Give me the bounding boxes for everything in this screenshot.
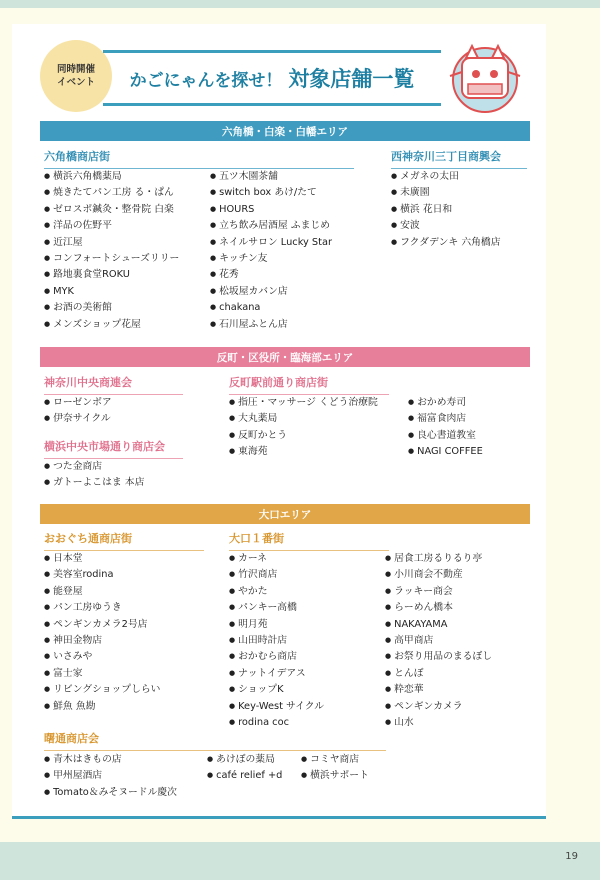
store-item: ● MYK <box>44 284 179 300</box>
title-part2: 対象店舗一覧 <box>288 67 415 91</box>
store-item: ● 山水 <box>385 715 492 731</box>
store-item: ● カーネ <box>229 551 324 567</box>
store-item: ● ネイルサロン Lucky Star <box>210 235 332 251</box>
store-item: ● 横浜 花日和 <box>391 202 501 218</box>
store-item: ● コミヤ商店 <box>301 752 369 768</box>
page-title <box>103 50 441 106</box>
store-item: ● 福富食肉店 <box>408 411 483 427</box>
store-item: ● 近江屋 <box>44 235 179 251</box>
top-band <box>0 0 600 8</box>
store-list-akebono-col1 <box>44 752 177 801</box>
shotengai-heading-tanmachi-eki: 反町駅前通り商店街 <box>229 374 389 395</box>
store-item: ● 石川屋ふとん店 <box>210 317 332 333</box>
store-item: ● ショップK <box>229 682 324 698</box>
store-item: ● 神田金物店 <box>44 633 160 649</box>
store-item: ● あけぼの薬局 <box>207 752 282 768</box>
store-item: ● 日本堂 <box>44 551 160 567</box>
store-item: ● 指圧・マッサージ くどう治療院 <box>229 395 378 411</box>
store-item: ● 安波 <box>391 218 501 234</box>
store-item: ● フクダデンキ 六角橋店 <box>391 235 501 251</box>
store-item: ● NAGI COFFEE <box>408 444 483 460</box>
store-item: ● お祭り用品のまるぼし <box>385 649 492 665</box>
store-item: ● 立ち飲み居酒屋 ふまじめ <box>210 218 332 234</box>
store-item: ● 横浜サポート <box>301 768 369 784</box>
store-item: ● らーめん橋本 <box>385 600 492 616</box>
shotengai-heading-kanagawa-chuo: 神奈川中央商連会 <box>44 374 183 395</box>
store-item: ● ゼロスポ鍼灸・整骨院 白楽 <box>44 202 179 218</box>
store-item: ● Tomato＆みそヌードル慶次 <box>44 785 177 801</box>
shotengai-heading-yokohama-chuo: 横浜中央市場通り商店会 <box>44 438 183 459</box>
store-item: ● ペンギンカメラ2号店 <box>44 617 160 633</box>
store-list-ookuchi-1bangai-col2 <box>385 551 492 731</box>
store-list-ooguchi-dori <box>44 551 160 715</box>
store-item: ● 山田時計店 <box>229 633 324 649</box>
store-item: ● おかむら商店 <box>229 649 324 665</box>
shotengai-heading-rokkakubashi: 六角橋商店街 <box>44 148 354 169</box>
store-item: ● 富士家 <box>44 666 160 682</box>
store-item: ● とんぼ <box>385 666 492 682</box>
store-item: ● リビングショップしらい <box>44 682 160 698</box>
store-item: ● switch box あけ/たて <box>210 185 332 201</box>
section-tanmachi-header <box>40 347 530 367</box>
store-item: ● 未廣園 <box>391 185 501 201</box>
bottom-band <box>0 842 600 880</box>
store-item: ● 能登屋 <box>44 584 160 600</box>
section-rokkakubashi-header <box>40 121 530 141</box>
badge-line1: 同時開催 <box>56 64 95 75</box>
store-item: ● NAKAYAMA <box>385 617 492 633</box>
section-title: 六角橋・白楽・白幡エリア <box>222 125 348 138</box>
store-item: ● chakana <box>210 300 332 316</box>
store-item: ● 良心書道教室 <box>408 428 483 444</box>
section-ookuchi-header <box>40 504 530 524</box>
store-item: ● 五ツ木園茶舗 <box>210 169 332 185</box>
store-item: ● メンズショップ花屋 <box>44 317 179 333</box>
title-part1: かごにゃんを探せ！ <box>129 70 283 91</box>
store-item: ● パンキー高橋 <box>229 600 324 616</box>
page-number: 19 <box>565 851 578 862</box>
store-item: ● ガトーよこはま 本店 <box>44 475 144 491</box>
store-item: ● 高甲商店 <box>385 633 492 649</box>
store-item: ● 小川商会不動産 <box>385 567 492 583</box>
store-item: ● 粋恋華 <box>385 682 492 698</box>
store-item: ● ラッキー商会 <box>385 584 492 600</box>
store-item: ● 美容室rodina <box>44 567 160 583</box>
store-item: ● コンフォートシューズリリー <box>44 251 179 267</box>
store-item: ● 大丸薬局 <box>229 411 378 427</box>
event-badge <box>40 40 112 112</box>
store-item: ● つた金商店 <box>44 459 144 475</box>
store-list-ookuchi-1bangai-col1 <box>229 551 324 731</box>
store-item: ● 横浜六角橋薬局 <box>44 169 179 185</box>
shotengai-heading-akebono: 曙通商店会 <box>44 730 386 751</box>
shotengai-heading-ooguchi-dori: おおぐち通商店街 <box>44 530 204 551</box>
shotengai-heading-ookuchi-1bangai: 大口１番街 <box>229 530 389 551</box>
badge-line2: イベント <box>56 77 95 88</box>
store-list-tanmachi-eki-col2 <box>408 395 483 461</box>
store-list-akebono-col2 <box>207 752 282 785</box>
store-item: ● 竹沢商店 <box>229 567 324 583</box>
kagonyan-mascot-icon <box>444 36 526 114</box>
store-item: ● いさみや <box>44 649 160 665</box>
store-item: ● 青木はきもの店 <box>44 752 177 768</box>
store-item: ● HOURS <box>210 202 332 218</box>
section-title: 反町・区役所・臨海部エリア <box>216 351 354 364</box>
store-item: ● 鮮魚 魚勘 <box>44 699 160 715</box>
store-item: ● café relief +d <box>207 768 282 784</box>
store-item: ● ナットイデアス <box>229 666 324 682</box>
store-item: ● 洋品の佐野平 <box>44 218 179 234</box>
store-list-rokkakubashi-col1 <box>44 169 179 333</box>
section-title: 大口エリア <box>258 508 312 521</box>
store-item: ● 松坂屋カバン店 <box>210 284 332 300</box>
store-item: ● ローゼンボア <box>44 395 112 411</box>
store-item: ● Key-West サイクル <box>229 699 324 715</box>
shotengai-heading-nishikanagawa: 西神奈川三丁目商興会 <box>391 148 527 169</box>
store-item: ● rodina coc <box>229 715 324 731</box>
store-item: ● 甲州屋酒店 <box>44 768 177 784</box>
store-list-yokohama-chuo <box>44 459 144 492</box>
store-item: ● メガネの太田 <box>391 169 501 185</box>
store-list-kanagawa-chuo <box>44 395 112 428</box>
store-item: ● パン工房ゆうき <box>44 600 160 616</box>
store-item: ● 明月苑 <box>229 617 324 633</box>
store-item: ● お酒の美術館 <box>44 300 179 316</box>
store-list-rokkakubashi-col2 <box>210 169 332 333</box>
store-item: ● 居食工房るりるり亭 <box>385 551 492 567</box>
store-list-akebono-col3 <box>301 752 369 785</box>
store-item: ● 花秀 <box>210 267 332 283</box>
store-list-nishikanagawa <box>391 169 501 251</box>
store-item: ● 路地裏食堂ROKU <box>44 267 179 283</box>
store-item: ● キッチン友 <box>210 251 332 267</box>
store-item: ● 反町かとう <box>229 428 378 444</box>
store-item: ● 東海苑 <box>229 444 378 460</box>
store-item: ● やかた <box>229 584 324 600</box>
store-item: ● 焼きたてパン工房 る・ぱん <box>44 185 179 201</box>
store-item: ● ペンギンカメラ <box>385 699 492 715</box>
store-item: ● 伊奈サイクル <box>44 411 112 427</box>
store-item: ● おかめ寿司 <box>408 395 483 411</box>
store-list-tanmachi-eki-col1 <box>229 395 378 461</box>
